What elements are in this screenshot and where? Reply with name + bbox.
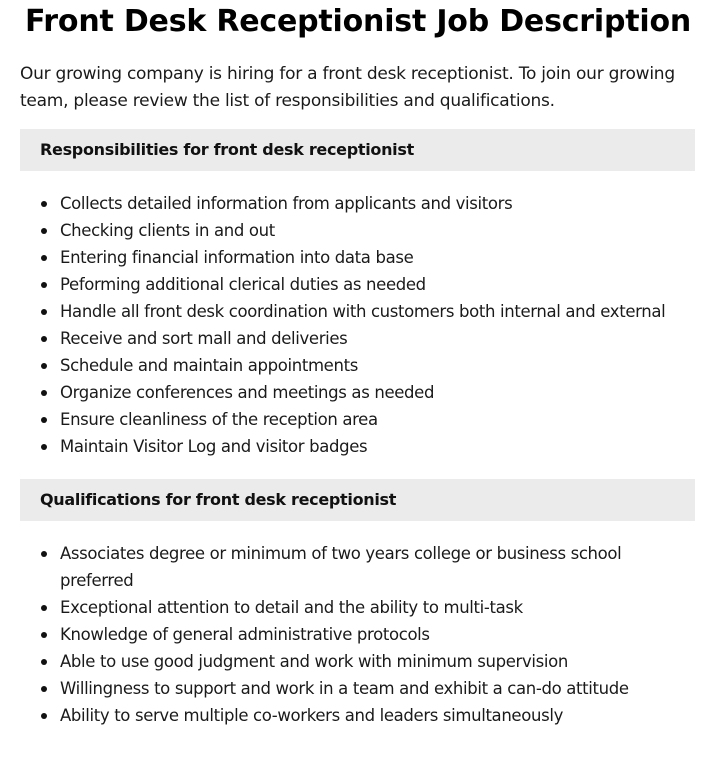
bullet-icon (41, 444, 47, 450)
list-item-text: Willingness to support and work in a team and exhibit a can-do attitude (60, 679, 629, 698)
bullet-icon (41, 686, 47, 692)
list-item (20, 379, 700, 406)
list-item-text: Maintain Visitor Log and visitor badges (60, 437, 368, 456)
qualifications-list (20, 540, 700, 729)
list-item-text: Ability to serve multiple co-workers and leaders simultaneously (60, 706, 563, 725)
bullet-icon (41, 201, 47, 207)
list-item (20, 244, 700, 271)
list-item (20, 271, 700, 298)
bullet-icon (41, 390, 47, 396)
list-item (20, 702, 700, 729)
page-title: Front Desk Receptionist Job Description (24, 4, 692, 39)
list-item-text: Able to use good judgment and work with minimum supervision (60, 652, 568, 671)
bullet-icon (41, 605, 47, 611)
list-item (20, 217, 700, 244)
list-item-text: Checking clients in and out (60, 221, 275, 240)
bullet-icon (41, 417, 47, 423)
responsibilities-list (20, 190, 700, 460)
bullet-icon (41, 551, 47, 557)
list-item (20, 433, 700, 460)
list-item-text: Entering financial information into data base (60, 248, 414, 267)
list-item (20, 675, 700, 702)
responsibilities-heading: Responsibilities for front desk receptionist (20, 129, 695, 171)
bullet-icon (41, 363, 47, 369)
list-item-text: Receive and sort mall and deliveries (60, 329, 348, 348)
list-item (20, 325, 700, 352)
list-item-text: Exceptional attention to detail and the ability to multi-task (60, 598, 523, 617)
list-item-text: Peforming additional clerical duties as needed (60, 275, 426, 294)
qualifications-heading: Qualifications for front desk receptionist (20, 479, 695, 521)
list-item (20, 621, 700, 648)
intro-paragraph: Our growing company is hiring for a front desk receptionist. To join our growing team, please review the list of responsibilities and qualifications. (20, 64, 675, 111)
list-item-text: Collects detailed information from applicants and visitors (60, 194, 513, 213)
list-item-text: Ensure cleanliness of the reception area (60, 410, 378, 429)
list-item-text: Associates degree or minimum of two years college or business school preferred (60, 544, 622, 590)
bullet-icon (41, 255, 47, 261)
list-item (20, 298, 700, 325)
bullet-icon (41, 282, 47, 288)
bullet-icon (41, 659, 47, 665)
bullet-icon (41, 228, 47, 234)
list-item-text: Schedule and maintain appointments (60, 356, 358, 375)
list-item (20, 648, 700, 675)
list-item (20, 540, 700, 594)
list-item-text: Knowledge of general administrative protocols (60, 625, 430, 644)
list-item (20, 594, 700, 621)
bullet-icon (41, 336, 47, 342)
bullet-icon (41, 713, 47, 719)
list-item-text: Handle all front desk coordination with customers both internal and external (60, 302, 666, 321)
bullet-icon (41, 309, 47, 315)
list-item (20, 406, 700, 433)
list-item (20, 190, 700, 217)
list-item (20, 352, 700, 379)
bullet-icon (41, 632, 47, 638)
list-item-text: Organize conferences and meetings as needed (60, 383, 435, 402)
